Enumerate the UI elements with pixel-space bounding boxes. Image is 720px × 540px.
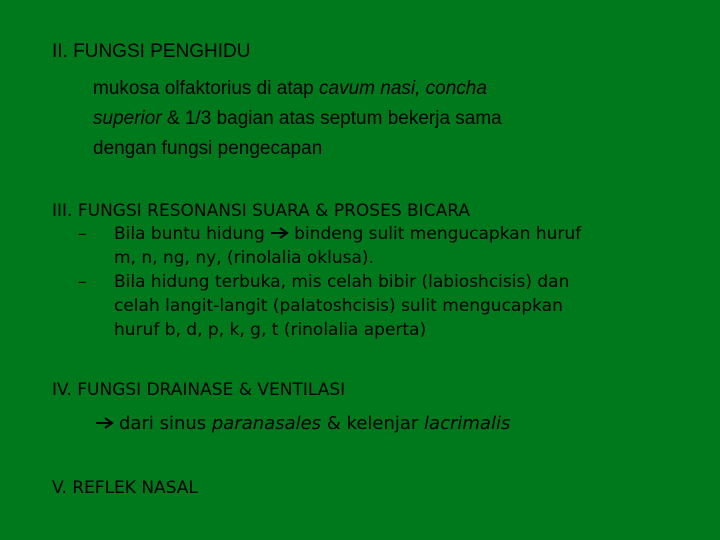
arrow-right-icon <box>270 226 290 240</box>
section-5-heading: V. REFLEK NASAL <box>52 478 198 498</box>
section-2-line-1 <box>93 77 487 101</box>
arrow-right-icon <box>95 416 115 430</box>
section-4-heading: IV. FUNGSI DRAINASE & VENTILASI <box>52 380 346 400</box>
section-3-bullet-2-cont-1: celah langit-langit (palatoshcisis) sulit mengucapkan <box>114 296 563 316</box>
section-3-bullet-1-cont: m, n, ng, ny, (rinolalia oklusa). <box>114 248 374 268</box>
section-4-italic-2: lacrimalis <box>424 413 511 434</box>
section-3-heading: III. FUNGSI RESONANSI SUARA & PROSES BICARA <box>52 201 470 221</box>
bullet-1-text-b: bindeng sulit mengucapkan huruf <box>294 224 582 244</box>
section-3-bullet-2-cont-2: huruf b, d, p, k, g, t (rinolalia aperta) <box>114 320 427 340</box>
section-4-text-1: dari sinus <box>119 413 212 434</box>
section-2-line-2 <box>93 107 502 131</box>
section-3-bullet-2 <box>78 270 569 294</box>
bullet-2-text: Bila hidung terbuka, mis celah bibir (labioshcisis) dan <box>114 272 570 292</box>
bullet-dash: – <box>78 224 87 244</box>
section-2-line-3: dengan fungsi pengecapan <box>93 138 323 159</box>
section-4-italic-1: paranasales <box>211 413 322 434</box>
bullet-1-text-a: Bila buntu hidung <box>114 224 271 244</box>
bullet-dash: – <box>78 272 87 292</box>
section-4-line-1 <box>95 412 510 436</box>
section-2-line-1-italic: cavum nasi, concha <box>319 78 487 99</box>
section-3-bullet-1 <box>78 222 581 246</box>
section-2-line-1-text: mukosa olfaktorius di atap <box>93 78 320 99</box>
section-2-line-2-text: & 1/3 bagian atas septum bekerja sama <box>161 108 502 129</box>
section-2-line-2-italic: superior <box>93 108 162 129</box>
section-4-text-2: & kelenjar <box>321 413 425 434</box>
section-2-heading: II. FUNGSI PENGHIDU <box>52 41 251 62</box>
